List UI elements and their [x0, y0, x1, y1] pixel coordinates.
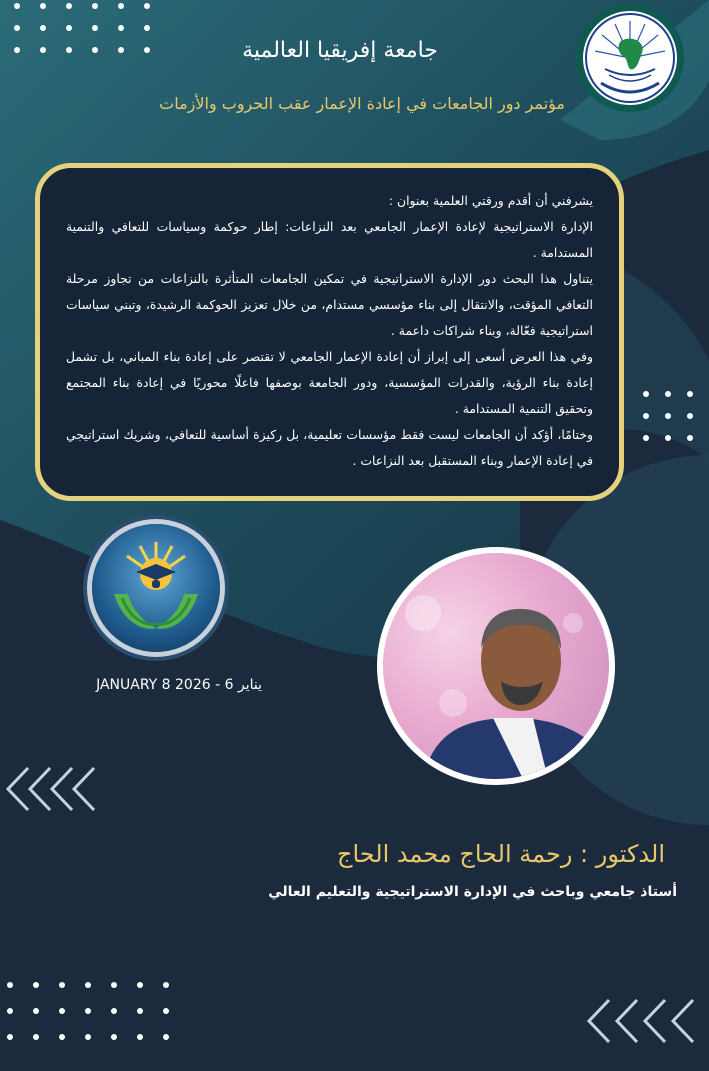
speaker-name: الدكتور : رحمة الحاج محمد الحاج	[336, 840, 665, 868]
dot-pattern-bottom-left	[7, 982, 189, 1060]
dot-pattern-top-left	[14, 3, 170, 69]
abstract-box	[35, 163, 624, 501]
graduation-hands-icon	[92, 524, 220, 652]
dot-pattern-right	[643, 391, 709, 457]
speaker-photo	[383, 553, 609, 779]
chevron-left-decoration-bottom-icon	[585, 998, 709, 1044]
conference-title: مؤتمر دور الجامعات في إعادة الإعمار عقب الحروب والأزمات	[159, 94, 565, 113]
university-logo	[576, 4, 684, 112]
university-name: جامعة إفريقيا العالمية	[242, 38, 438, 63]
abstract-paper-title: الإدارة الاستراتيجية لإعادة الإعمار الجامعي بعد النزاعات: إطار حوكمة وسياسات للتعافي والتنمية المستدامة .	[66, 219, 593, 260]
iua-seal-icon	[583, 11, 677, 105]
abstract-paragraph-2: وفي هذا العرض أسعى إلى إبراز أن إعادة الإعمار الجامعي لا تقتصر على إعادة بناء المباني، بل تشمل إعادة بناء الرؤية، والقدرات المؤسسية، ودور الجامعة بوصفها فاعلًا محوريًا في إعادة بناء المجتمع وتحقيق التنمية المستدامة .	[66, 349, 593, 416]
chevron-left-decoration-icon	[4, 766, 96, 812]
abstract-paragraph-3: وختامًا، أؤكد أن الجامعات ليست فقط مؤسسات تعليمية، بل ركيزة أساسية للتعافي، وشريك استراتيجي في إعادة الإعمار وبناء المستقبل بعد النزاعات .	[66, 427, 593, 468]
abstract-intro: يشرفني أن أقدم ورقتي العلمية بعنوان :	[388, 193, 593, 208]
speaker-title: أستاذ جامعي وباحث في الإدارة الاستراتيجية والتعليم العالي	[268, 884, 677, 900]
conference-logo	[92, 524, 220, 652]
abstract-paragraph-1: يتناول هذا البحث دور الإدارة الاستراتيجية في تمكين الجامعات المتأثرة بالنزاعات من تجاوز مرحلة التعافي المؤقت، والانتقال إلى بناء مؤسسي مستدام، من خلال تعزيز الحوكمة الرشيدة، وتبني سياسات استراتيجية فعّالة، وبناء شراكات داعمة .	[66, 271, 593, 338]
conference-dates: يناير 6 - 2026 JANUARY 8	[96, 677, 262, 693]
